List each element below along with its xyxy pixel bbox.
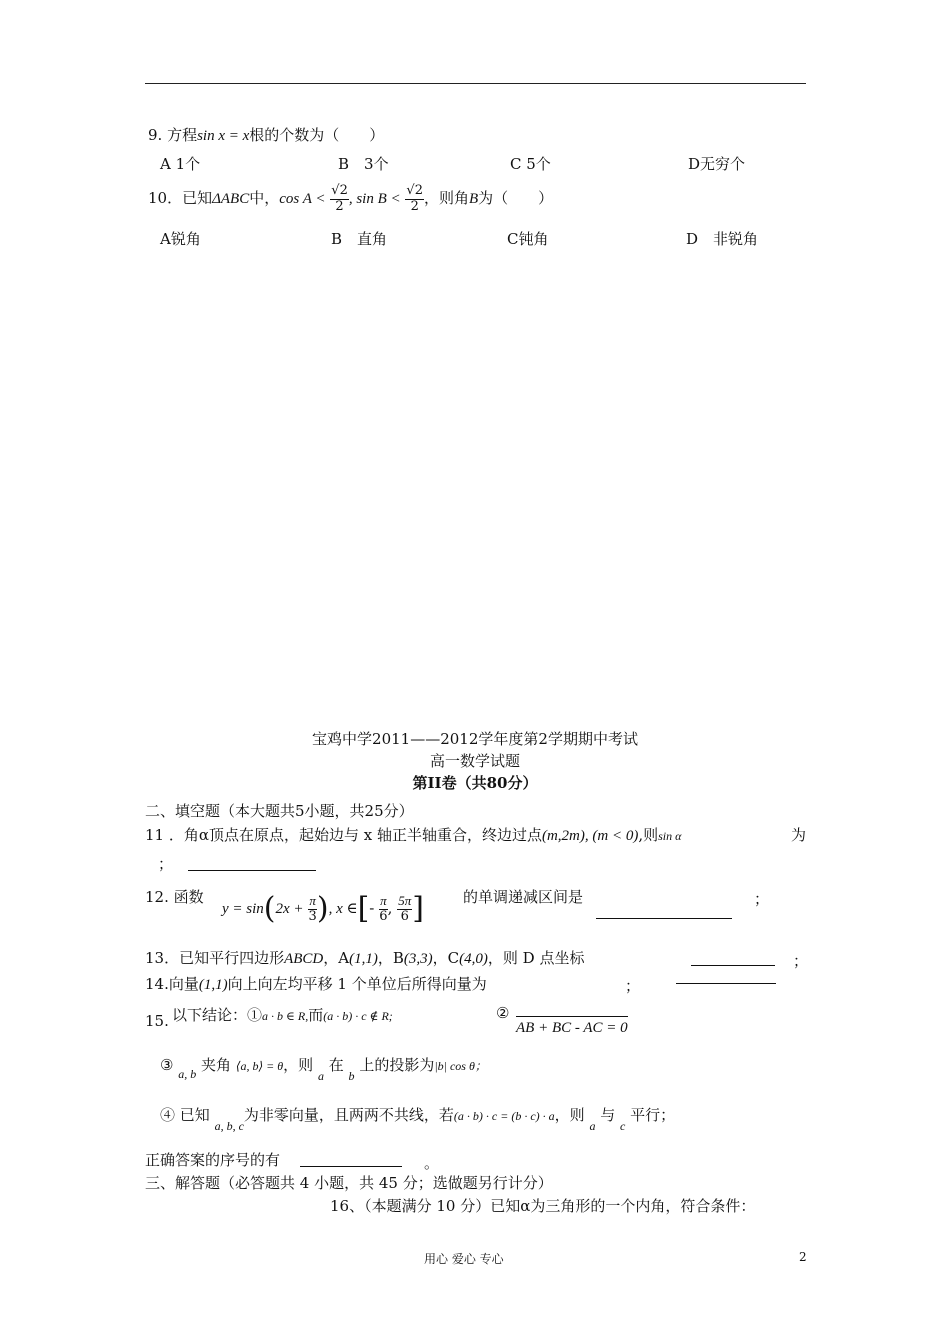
q10-tail: 为（ ） [478,189,554,207]
sqrt2-over-2-fraction: $\frac{√2}{2}$ [406,183,423,214]
q13-semicolon: ； [793,952,809,970]
q13-answer-blank [691,965,775,966]
q9-option-b: B 3个 [338,155,389,173]
q11-wei: 为 [791,826,807,844]
q14-semicolon: ； [625,977,641,995]
subject-title: 高一数学试题 [429,752,520,770]
question-16: 16、（本题满分 10 分）已知α为三角形的一个内角，符合条件： [330,1197,756,1215]
question-11 [145,824,681,845]
sqrt2-over-2-fraction: $\frac{√2}{2}$ [331,183,348,214]
5pi-over-6-fraction: $\frac{5\pi}{6}$ [398,893,412,924]
q15-conclusion-1: 以下结论：①a · b ∈ R,而(a · b) · c ∉ R; [172,1006,393,1024]
q14-answer-blank [676,983,776,984]
q9-suffix: 根的个数为（ ） [249,126,385,144]
top-rule [145,83,806,84]
q9-prefix: 9. 方程 [148,126,198,144]
q11-answer-blank [188,870,316,871]
part2-title: 二、填空题（本大题共5小题，共25分） [145,802,414,820]
q9-equation: sin x = x [197,128,250,144]
q12-function: y = sin(2x + $\frac{\pi}{3}$ ), x ∈[- $\frac{\pi}{6}$ , $\frac{5\pi}{6}$ ] [222,891,424,926]
school-title: 宝鸡中学2011——2012学年度第2学期期中考试 [312,730,638,748]
question-14: 14.向量(1,1)向上向左均平移 1 个单位后所得向量为 [145,975,487,993]
q15-conclusion-4: ④ 已知 $_{a, b, c}$为非零向量，且两两不共线，若(a · b) · c = (b · c) · a，则 $_a$ 与 $_c$ 平行； [160,1106,676,1133]
q9-option-a: A 1个 [160,155,201,173]
footer-motto: 用心 爱心 专心 [424,1252,504,1266]
q11-sin: sin α [658,829,682,843]
q9-option-d: D无穷个 [688,155,746,173]
q10-option-c: C钝角 [507,230,549,248]
q12-label: 12. 函数 [145,888,204,906]
q10-cond2: , sin B < [348,191,401,207]
q11-text: 11 ．角α顶点在原点，起始边与 x 轴正半轴重合，终边过点 [145,826,542,844]
q10-cond1: cos A < [279,191,326,207]
q15-conclusion-2-label: ② [496,1004,510,1022]
q15-label: 15. [145,1012,169,1030]
pi-over-3-fraction: $\frac{\pi}{3}$ [308,893,317,924]
q10-suffix: ，则角 [423,189,469,207]
q10-option-a: A锐角 [160,230,201,248]
q10-mid: 中， [249,189,280,207]
q15-conclusion-2: AB + BC - AC = 0 [516,1016,628,1037]
q10-prefix: 10．已知 [148,189,213,207]
question-9 [148,124,384,145]
q15-conclusion-3: ③ $_{a, b}$ 夹角 ⟨a, b⟩ = θ，则 $_a$ 在 $_b$ 上的投影为|b| cos θ； [160,1056,487,1083]
q9-option-c: C 5个 [510,155,551,173]
q11-then: ,则 [638,826,659,844]
question-13: 13．已知平行四边形ABCD，A(1,1)，B(3,3)，C(4,0)，则 D 点坐标 [145,949,585,967]
q11-semicolon: ； [158,855,174,873]
q15-answer-line: 正确答案的序号的有 [145,1151,281,1169]
q15-answer-blank [300,1166,402,1167]
part3-title: 三、解答题（必答题共 4 小题，共 45 分；选做题另行计分） [145,1174,553,1192]
q12-suffix: 的单调递减区间是 [463,888,584,906]
q10-option-d: D 非锐角 [686,230,759,248]
question-10 [148,176,553,221]
q12-semicolon: ； [754,890,770,908]
q11-point: (m,2m), (m < 0) [541,828,639,844]
q10-angle: B [469,191,479,207]
q10-option-b: B 直角 [331,230,388,248]
pi-over-6-fraction: $\frac{\pi}{6}$ [379,893,388,924]
q12-answer-blank [596,918,732,919]
page-number: 2 [799,1250,807,1264]
section-title: 第II卷（共80分） [412,774,538,792]
q10-triangle: ΔABC [212,191,250,207]
q15-end: 。 [424,1154,440,1172]
